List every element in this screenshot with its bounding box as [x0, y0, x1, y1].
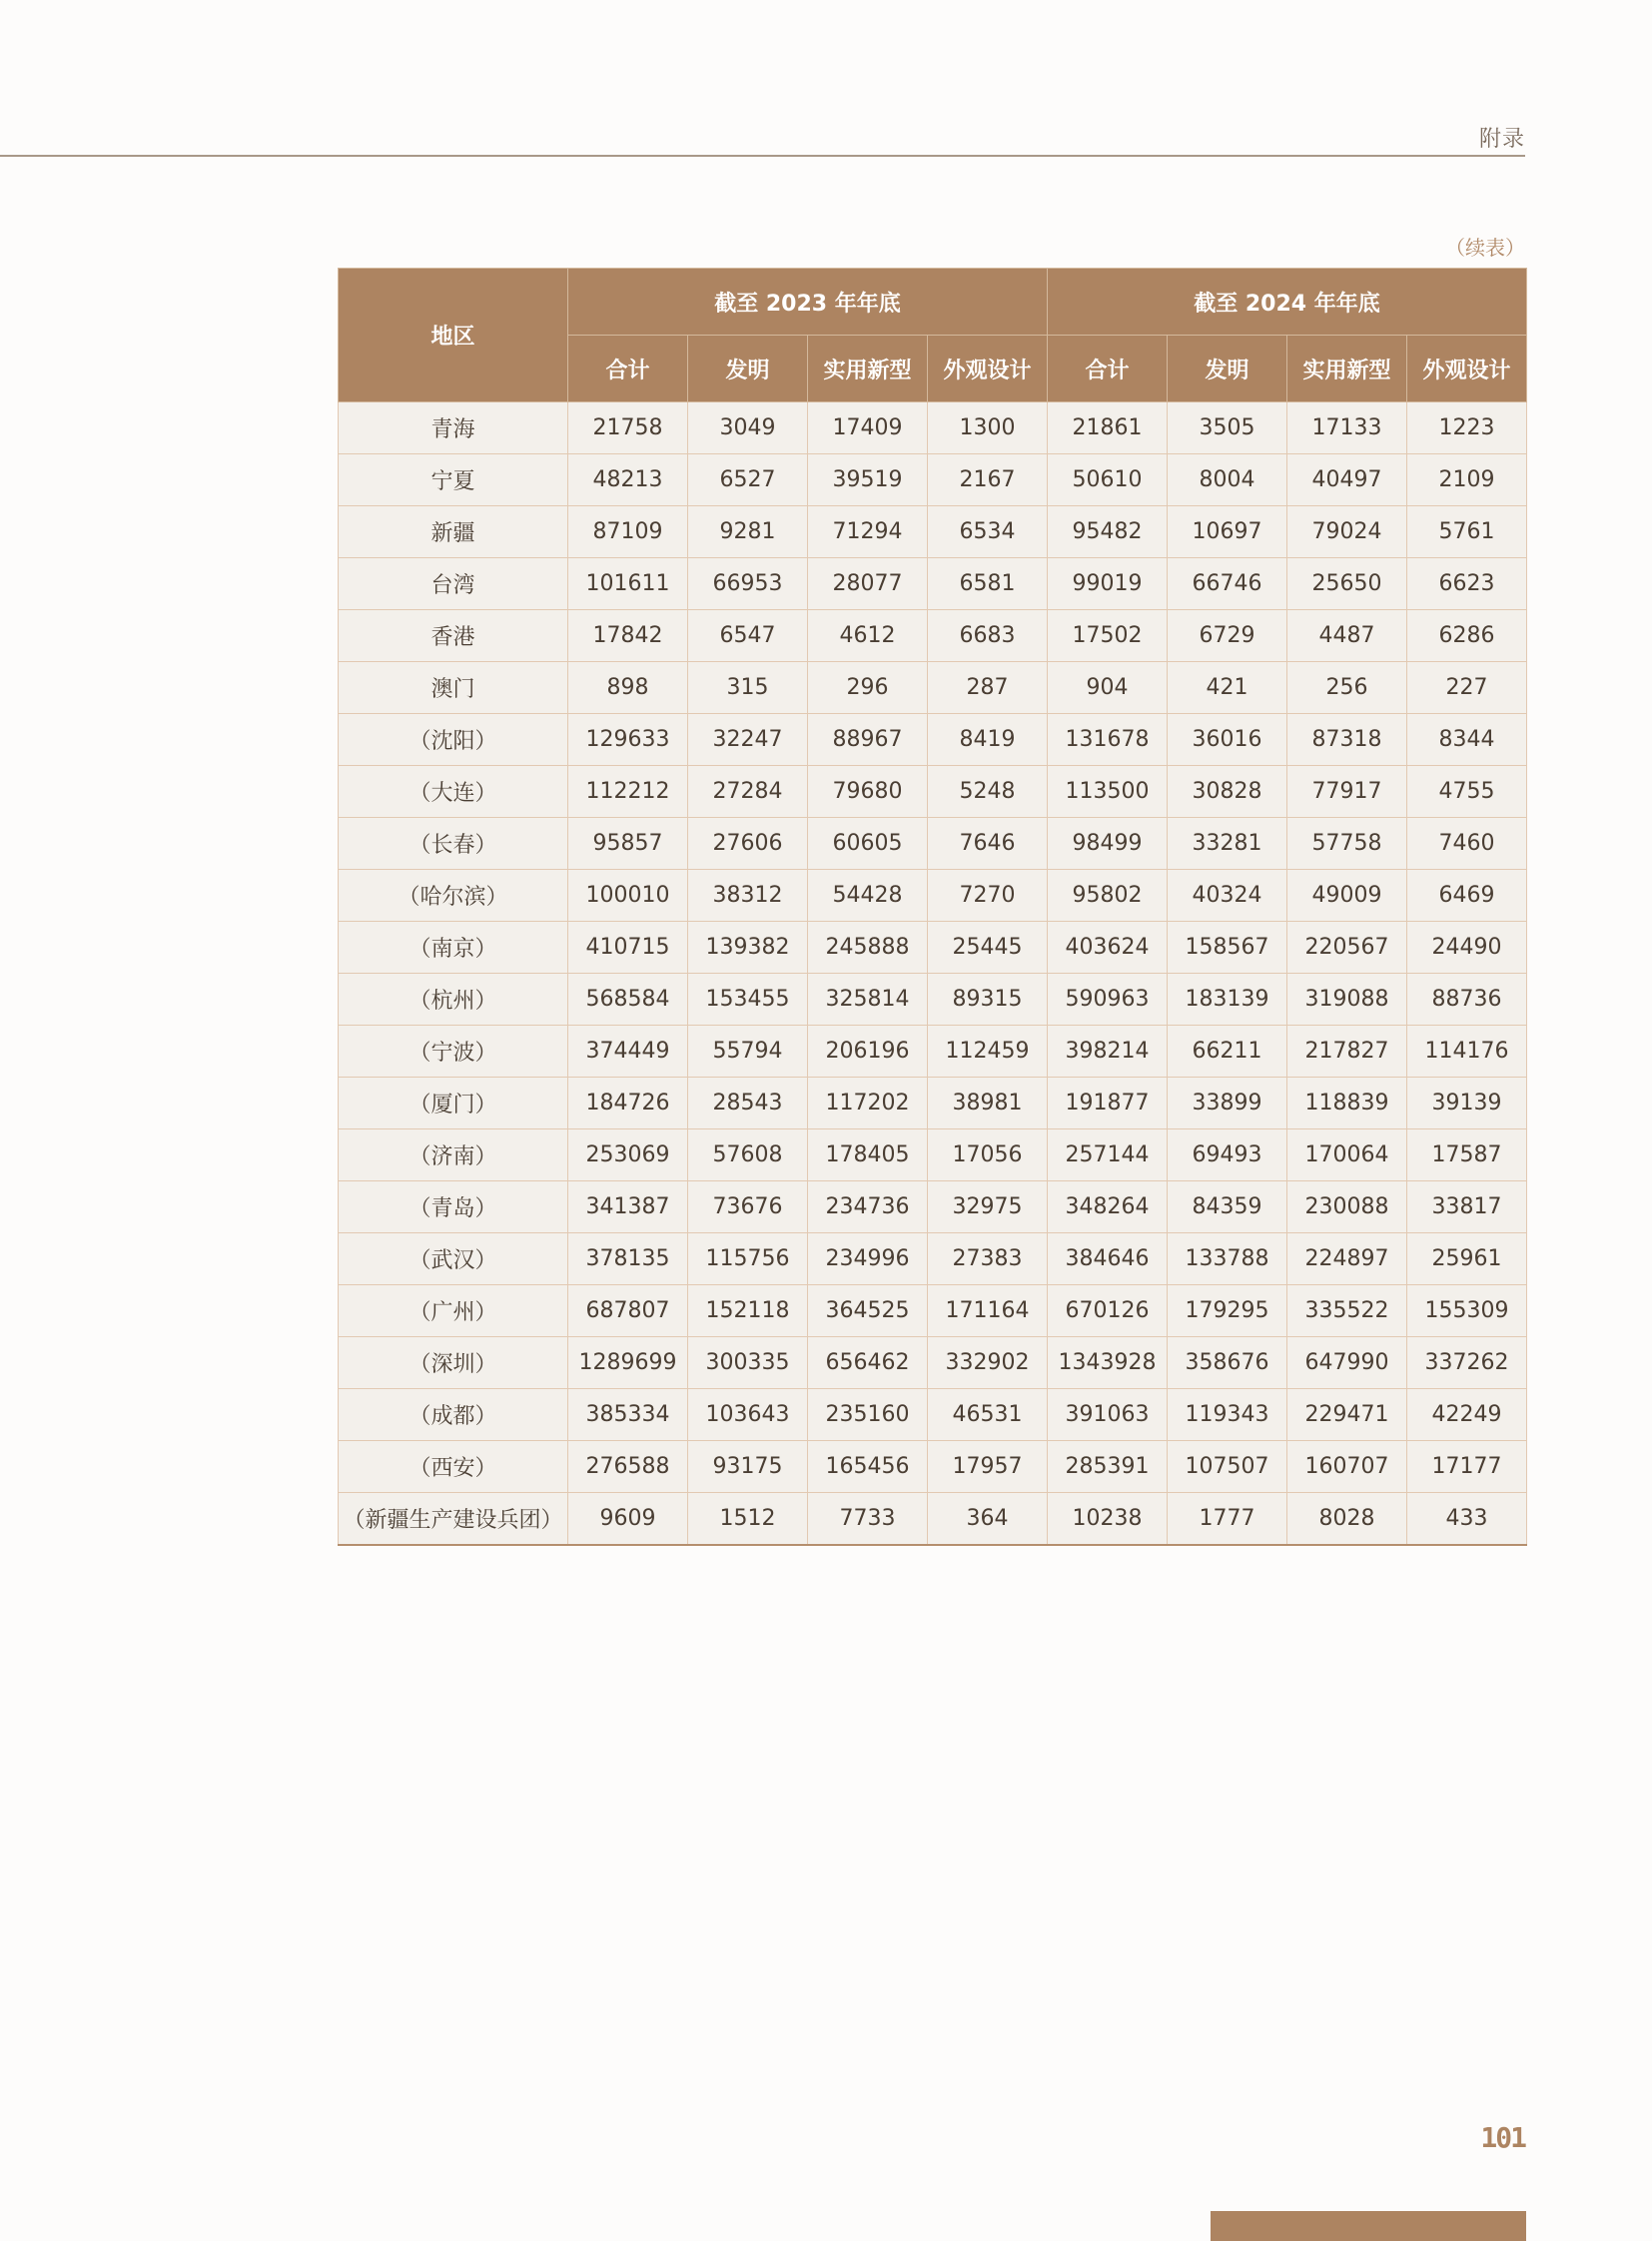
cell-invention-2024: 8004	[1168, 454, 1287, 506]
table-row	[339, 818, 1527, 870]
cell-invention-2023: 27284	[688, 766, 808, 818]
cell-invention-2024: 158567	[1168, 922, 1287, 974]
cell-design-2023: 6581	[928, 558, 1048, 610]
cell-total-2023: 276588	[568, 1441, 688, 1493]
footer-bar	[1211, 2211, 1526, 2241]
cell-design-2023: 332902	[928, 1337, 1048, 1389]
region-cell: 澳门	[339, 662, 568, 714]
cell-utility-2024: 335522	[1287, 1285, 1407, 1337]
cell-invention-2024: 66211	[1168, 1026, 1287, 1078]
cell-design-2023: 287	[928, 662, 1048, 714]
cell-design-2024: 114176	[1407, 1026, 1527, 1078]
cell-invention-2023: 6527	[688, 454, 808, 506]
cell-design-2024: 5761	[1407, 506, 1527, 558]
cell-design-2023: 112459	[928, 1026, 1048, 1078]
patent-stats-table	[338, 268, 1527, 1546]
subheader-design-2023: 外观设计	[928, 336, 1048, 402]
cell-design-2023: 46531	[928, 1389, 1048, 1441]
cell-invention-2024: 40324	[1168, 870, 1287, 922]
table-row	[339, 610, 1527, 662]
cell-utility-2023: 234736	[808, 1181, 928, 1233]
cell-utility-2023: 245888	[808, 922, 928, 974]
cell-total-2023: 95857	[568, 818, 688, 870]
cell-design-2023: 25445	[928, 922, 1048, 974]
cell-invention-2024: 6729	[1168, 610, 1287, 662]
cell-utility-2024: 118839	[1287, 1078, 1407, 1129]
cell-total-2023: 129633	[568, 714, 688, 766]
cell-utility-2024: 8028	[1287, 1493, 1407, 1546]
region-cell: （宁波）	[339, 1026, 568, 1078]
cell-utility-2024: 77917	[1287, 766, 1407, 818]
region-cell: （成都）	[339, 1389, 568, 1441]
cell-total-2024: 1343928	[1048, 1337, 1168, 1389]
region-cell: （南京）	[339, 922, 568, 974]
cell-design-2023: 7646	[928, 818, 1048, 870]
cell-total-2023: 101611	[568, 558, 688, 610]
region-cell: 香港	[339, 610, 568, 662]
table-row	[339, 506, 1527, 558]
region-cell: （厦门）	[339, 1078, 568, 1129]
cell-total-2023: 378135	[568, 1233, 688, 1285]
cell-design-2024: 227	[1407, 662, 1527, 714]
table-row	[339, 1026, 1527, 1078]
cell-total-2023: 87109	[568, 506, 688, 558]
cell-design-2024: 337262	[1407, 1337, 1527, 1389]
cell-utility-2024: 647990	[1287, 1337, 1407, 1389]
cell-utility-2023: 656462	[808, 1337, 928, 1389]
cell-total-2024: 384646	[1048, 1233, 1168, 1285]
cell-total-2024: 17502	[1048, 610, 1168, 662]
cell-design-2023: 1300	[928, 402, 1048, 454]
cell-total-2024: 113500	[1048, 766, 1168, 818]
table-row	[339, 974, 1527, 1026]
cell-invention-2024: 421	[1168, 662, 1287, 714]
cell-utility-2024: 79024	[1287, 506, 1407, 558]
cell-invention-2023: 115756	[688, 1233, 808, 1285]
cell-invention-2024: 33281	[1168, 818, 1287, 870]
cell-design-2024: 4755	[1407, 766, 1527, 818]
cell-total-2023: 9609	[568, 1493, 688, 1546]
cell-design-2023: 171164	[928, 1285, 1048, 1337]
cell-total-2024: 398214	[1048, 1026, 1168, 1078]
cell-utility-2023: 4612	[808, 610, 928, 662]
cell-total-2023: 112212	[568, 766, 688, 818]
cell-invention-2023: 38312	[688, 870, 808, 922]
region-cell: （济南）	[339, 1129, 568, 1181]
cell-total-2023: 410715	[568, 922, 688, 974]
cell-utility-2023: 17409	[808, 402, 928, 454]
cell-utility-2023: 71294	[808, 506, 928, 558]
cell-invention-2023: 139382	[688, 922, 808, 974]
cell-invention-2024: 69493	[1168, 1129, 1287, 1181]
cell-invention-2024: 66746	[1168, 558, 1287, 610]
cell-total-2024: 99019	[1048, 558, 1168, 610]
subheader-design-2024: 外观设计	[1407, 336, 1527, 402]
cell-invention-2023: 3049	[688, 402, 808, 454]
table-body	[339, 402, 1527, 1546]
table-row	[339, 1441, 1527, 1493]
region-cell: 新疆	[339, 506, 568, 558]
region-cell: （西安）	[339, 1441, 568, 1493]
cell-design-2024: 33817	[1407, 1181, 1527, 1233]
cell-utility-2023: 117202	[808, 1078, 928, 1129]
cell-design-2024: 24490	[1407, 922, 1527, 974]
table-header	[339, 269, 1527, 402]
cell-utility-2024: 319088	[1287, 974, 1407, 1026]
cell-total-2024: 50610	[1048, 454, 1168, 506]
table-row	[339, 1181, 1527, 1233]
cell-invention-2023: 6547	[688, 610, 808, 662]
cell-utility-2023: 364525	[808, 1285, 928, 1337]
cell-utility-2023: 7733	[808, 1493, 928, 1546]
subheader-invention-2023: 发明	[688, 336, 808, 402]
cell-design-2023: 17957	[928, 1441, 1048, 1493]
cell-utility-2023: 165456	[808, 1441, 928, 1493]
cell-utility-2024: 87318	[1287, 714, 1407, 766]
cell-utility-2023: 88967	[808, 714, 928, 766]
cell-design-2024: 155309	[1407, 1285, 1527, 1337]
region-cell: （青岛）	[339, 1181, 568, 1233]
cell-design-2024: 25961	[1407, 1233, 1527, 1285]
cell-design-2024: 17587	[1407, 1129, 1527, 1181]
cell-total-2024: 10238	[1048, 1493, 1168, 1546]
cell-utility-2024: 224897	[1287, 1233, 1407, 1285]
cell-total-2024: 904	[1048, 662, 1168, 714]
cell-design-2023: 17056	[928, 1129, 1048, 1181]
cell-invention-2023: 153455	[688, 974, 808, 1026]
cell-total-2024: 191877	[1048, 1078, 1168, 1129]
cell-total-2024: 285391	[1048, 1441, 1168, 1493]
table-row	[339, 870, 1527, 922]
cell-total-2023: 253069	[568, 1129, 688, 1181]
cell-total-2023: 1289699	[568, 1337, 688, 1389]
cell-total-2024: 21861	[1048, 402, 1168, 454]
cell-utility-2023: 325814	[808, 974, 928, 1026]
region-cell: （新疆生产建设兵团）	[339, 1493, 568, 1546]
cell-utility-2024: 229471	[1287, 1389, 1407, 1441]
cell-utility-2024: 170064	[1287, 1129, 1407, 1181]
cell-design-2023: 2167	[928, 454, 1048, 506]
cell-utility-2024: 160707	[1287, 1441, 1407, 1493]
cell-invention-2024: 36016	[1168, 714, 1287, 766]
subheader-invention-2024: 发明	[1168, 336, 1287, 402]
cell-total-2023: 48213	[568, 454, 688, 506]
cell-total-2024: 391063	[1048, 1389, 1168, 1441]
cell-invention-2024: 3505	[1168, 402, 1287, 454]
cell-invention-2024: 10697	[1168, 506, 1287, 558]
cell-invention-2024: 133788	[1168, 1233, 1287, 1285]
group-header-2024: 截至 2024 年年底	[1048, 269, 1527, 336]
cell-total-2023: 100010	[568, 870, 688, 922]
cell-invention-2023: 27606	[688, 818, 808, 870]
cell-total-2024: 348264	[1048, 1181, 1168, 1233]
subheader-utility-2023: 实用新型	[808, 336, 928, 402]
cell-total-2024: 590963	[1048, 974, 1168, 1026]
cell-design-2024: 2109	[1407, 454, 1527, 506]
table-row	[339, 1233, 1527, 1285]
region-cell: （杭州）	[339, 974, 568, 1026]
cell-invention-2023: 300335	[688, 1337, 808, 1389]
cell-total-2023: 374449	[568, 1026, 688, 1078]
cell-invention-2023: 32247	[688, 714, 808, 766]
cell-total-2023: 21758	[568, 402, 688, 454]
cell-utility-2024: 230088	[1287, 1181, 1407, 1233]
cell-utility-2024: 57758	[1287, 818, 1407, 870]
cell-design-2023: 89315	[928, 974, 1048, 1026]
cell-utility-2024: 217827	[1287, 1026, 1407, 1078]
region-cell: 青海	[339, 402, 568, 454]
region-cell: （深圳）	[339, 1337, 568, 1389]
cell-invention-2023: 57608	[688, 1129, 808, 1181]
cell-design-2023: 32975	[928, 1181, 1048, 1233]
subheader-total-2024: 合计	[1048, 336, 1168, 402]
cell-design-2023: 364	[928, 1493, 1048, 1546]
region-cell: 台湾	[339, 558, 568, 610]
cell-total-2023: 341387	[568, 1181, 688, 1233]
region-cell: （沈阳）	[339, 714, 568, 766]
cell-utility-2023: 235160	[808, 1389, 928, 1441]
cell-total-2024: 95482	[1048, 506, 1168, 558]
cell-design-2024: 6623	[1407, 558, 1527, 610]
region-cell: 宁夏	[339, 454, 568, 506]
cell-invention-2023: 66953	[688, 558, 808, 610]
cell-design-2024: 42249	[1407, 1389, 1527, 1441]
table-row	[339, 662, 1527, 714]
cell-invention-2023: 28543	[688, 1078, 808, 1129]
cell-utility-2024: 25650	[1287, 558, 1407, 610]
subheader-utility-2024: 实用新型	[1287, 336, 1407, 402]
cell-utility-2024: 49009	[1287, 870, 1407, 922]
table-row	[339, 1337, 1527, 1389]
cell-invention-2024: 179295	[1168, 1285, 1287, 1337]
cell-invention-2024: 84359	[1168, 1181, 1287, 1233]
cell-invention-2024: 1777	[1168, 1493, 1287, 1546]
cell-design-2024: 17177	[1407, 1441, 1527, 1493]
cell-design-2023: 5248	[928, 766, 1048, 818]
region-cell: （大连）	[339, 766, 568, 818]
cell-total-2024: 257144	[1048, 1129, 1168, 1181]
cell-invention-2023: 1512	[688, 1493, 808, 1546]
cell-utility-2023: 206196	[808, 1026, 928, 1078]
region-cell: （哈尔滨）	[339, 870, 568, 922]
cell-utility-2023: 39519	[808, 454, 928, 506]
cell-total-2024: 98499	[1048, 818, 1168, 870]
cell-total-2023: 17842	[568, 610, 688, 662]
cell-utility-2024: 4487	[1287, 610, 1407, 662]
cell-invention-2023: 9281	[688, 506, 808, 558]
table-row	[339, 714, 1527, 766]
region-header: 地区	[339, 269, 568, 402]
cell-total-2023: 568584	[568, 974, 688, 1026]
cell-utility-2024: 256	[1287, 662, 1407, 714]
region-cell: （长春）	[339, 818, 568, 870]
table-row	[339, 402, 1527, 454]
continued-label: （续表）	[1445, 236, 1525, 260]
cell-invention-2024: 107507	[1168, 1441, 1287, 1493]
table-row	[339, 1078, 1527, 1129]
cell-design-2024: 6469	[1407, 870, 1527, 922]
table-row	[339, 1493, 1527, 1546]
cell-utility-2024: 40497	[1287, 454, 1407, 506]
cell-design-2023: 7270	[928, 870, 1048, 922]
cell-invention-2023: 93175	[688, 1441, 808, 1493]
cell-design-2023: 27383	[928, 1233, 1048, 1285]
cell-invention-2023: 103643	[688, 1389, 808, 1441]
group-header-2023: 截至 2023 年年底	[568, 269, 1048, 336]
cell-invention-2024: 183139	[1168, 974, 1287, 1026]
cell-design-2023: 8419	[928, 714, 1048, 766]
cell-design-2024: 39139	[1407, 1078, 1527, 1129]
region-cell: （武汉）	[339, 1233, 568, 1285]
cell-design-2024: 8344	[1407, 714, 1527, 766]
table-row	[339, 558, 1527, 610]
table-row	[339, 1129, 1527, 1181]
cell-invention-2023: 315	[688, 662, 808, 714]
cell-design-2024: 433	[1407, 1493, 1527, 1546]
cell-utility-2023: 54428	[808, 870, 928, 922]
cell-invention-2024: 33899	[1168, 1078, 1287, 1129]
table-row	[339, 1285, 1527, 1337]
cell-total-2023: 385334	[568, 1389, 688, 1441]
cell-total-2023: 184726	[568, 1078, 688, 1129]
cell-design-2023: 6534	[928, 506, 1048, 558]
cell-utility-2023: 60605	[808, 818, 928, 870]
page-number: 101	[1480, 2121, 1525, 2154]
cell-utility-2023: 178405	[808, 1129, 928, 1181]
cell-utility-2023: 296	[808, 662, 928, 714]
cell-invention-2024: 119343	[1168, 1389, 1287, 1441]
cell-total-2024: 95802	[1048, 870, 1168, 922]
section-label: 附录	[1478, 127, 1525, 152]
cell-utility-2023: 79680	[808, 766, 928, 818]
cell-utility-2024: 220567	[1287, 922, 1407, 974]
cell-total-2023: 898	[568, 662, 688, 714]
cell-utility-2024: 17133	[1287, 402, 1407, 454]
table-row	[339, 454, 1527, 506]
cell-invention-2024: 358676	[1168, 1337, 1287, 1389]
table-row	[339, 766, 1527, 818]
table-row	[339, 1389, 1527, 1441]
subheader-total-2023: 合计	[568, 336, 688, 402]
cell-invention-2023: 55794	[688, 1026, 808, 1078]
cell-total-2024: 670126	[1048, 1285, 1168, 1337]
cell-total-2024: 403624	[1048, 922, 1168, 974]
cell-design-2024: 6286	[1407, 610, 1527, 662]
cell-invention-2023: 73676	[688, 1181, 808, 1233]
cell-design-2024: 1223	[1407, 402, 1527, 454]
cell-invention-2024: 30828	[1168, 766, 1287, 818]
table-row	[339, 922, 1527, 974]
cell-utility-2023: 234996	[808, 1233, 928, 1285]
cell-design-2024: 88736	[1407, 974, 1527, 1026]
cell-design-2023: 38981	[928, 1078, 1048, 1129]
region-cell: （广州）	[339, 1285, 568, 1337]
header-rule	[0, 155, 1525, 157]
cell-utility-2023: 28077	[808, 558, 928, 610]
cell-total-2023: 687807	[568, 1285, 688, 1337]
cell-design-2024: 7460	[1407, 818, 1527, 870]
cell-invention-2023: 152118	[688, 1285, 808, 1337]
cell-design-2023: 6683	[928, 610, 1048, 662]
cell-total-2024: 131678	[1048, 714, 1168, 766]
